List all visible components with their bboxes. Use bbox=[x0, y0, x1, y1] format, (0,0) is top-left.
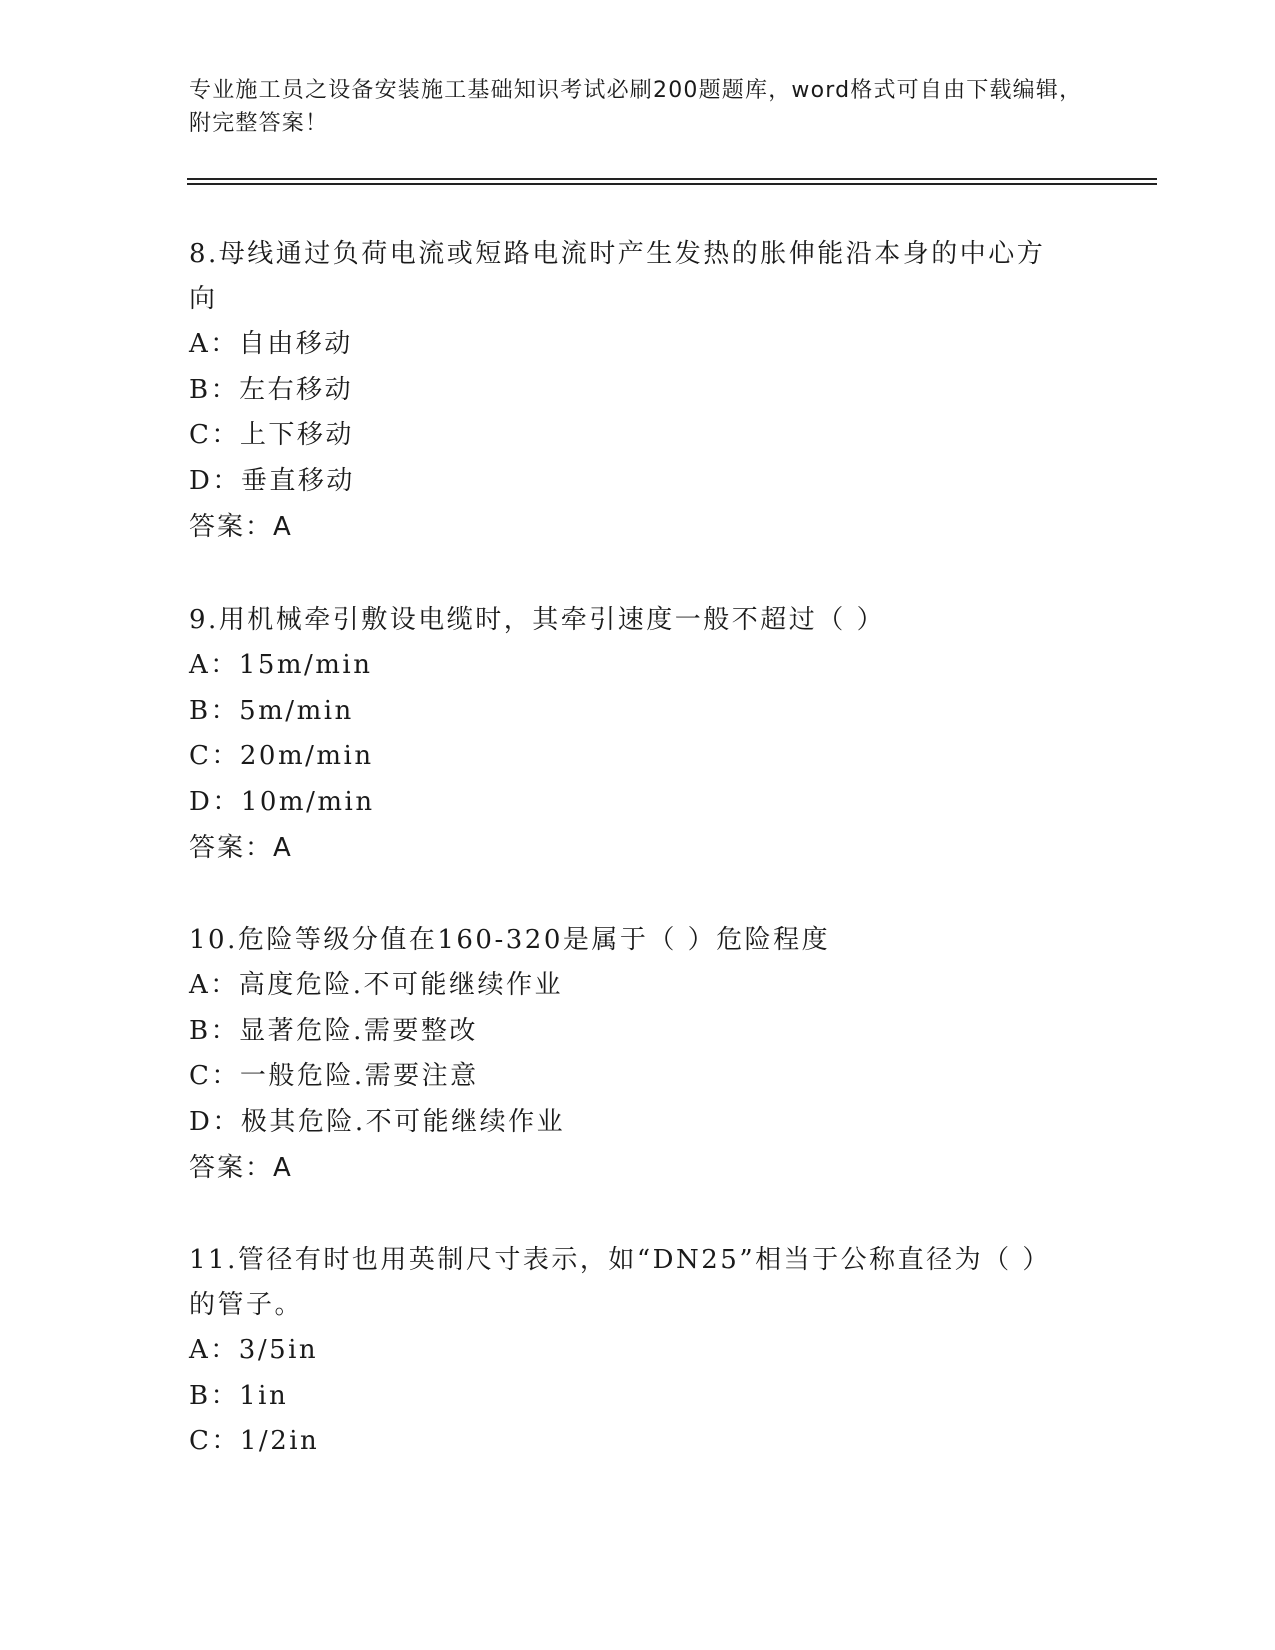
question-10 bbox=[189, 918, 1069, 1191]
option-b: B：5m/min bbox=[189, 695, 354, 726]
option-d: D：垂直移动 bbox=[189, 465, 355, 496]
option-c: C：一般危险.需要注意 bbox=[189, 1061, 479, 1091]
option-b: B：显著危险.需要整改 bbox=[189, 1015, 478, 1046]
answer: 答案：A bbox=[189, 512, 293, 542]
option-a: A：高度危险.不可能继续作业 bbox=[189, 970, 564, 1000]
option-d: D：10m/min bbox=[189, 786, 375, 817]
document-header: 专业施工员之设备安装施工基础知识考试必刷200题题库，word格式可自由下载编辑，附完整答案！ bbox=[189, 78, 1083, 136]
question-stem: 9.用机械牵引敷设电缆时，其牵引速度一般不超过（ ） bbox=[189, 605, 886, 635]
question-stem: 11.管径有时也用英制尺寸表示，如“DN25”相当于公称直径为（ ）的管子。 bbox=[189, 1245, 1051, 1320]
option-d: D：极其危险.不可能继续作业 bbox=[189, 1106, 566, 1137]
option-c: C：上下移动 bbox=[189, 420, 354, 450]
option-b: B：左右移动 bbox=[189, 374, 354, 405]
answer: 答案：A bbox=[189, 833, 293, 863]
option-b: B：1in bbox=[189, 1380, 289, 1411]
question-8 bbox=[189, 232, 1069, 550]
option-a: A：自由移动 bbox=[189, 329, 353, 359]
header-divider-top bbox=[187, 178, 1157, 180]
question-11 bbox=[189, 1238, 1069, 1465]
question-9 bbox=[189, 598, 1069, 871]
option-a: A：15m/min bbox=[189, 650, 373, 680]
question-stem: 10.危险等级分值在160-320是属于（ ）危险程度 bbox=[189, 925, 831, 955]
option-a: A：3/5in bbox=[189, 1335, 319, 1365]
answer: 答案：A bbox=[189, 1153, 293, 1183]
option-c: C：20m/min bbox=[189, 741, 374, 771]
question-stem: 8.母线通过负荷电流或短路电流时产生发热的胀伸能沿本身的中心方向 bbox=[189, 239, 1046, 314]
option-c: C：1/2in bbox=[189, 1426, 320, 1456]
header-divider-bottom bbox=[187, 183, 1157, 185]
